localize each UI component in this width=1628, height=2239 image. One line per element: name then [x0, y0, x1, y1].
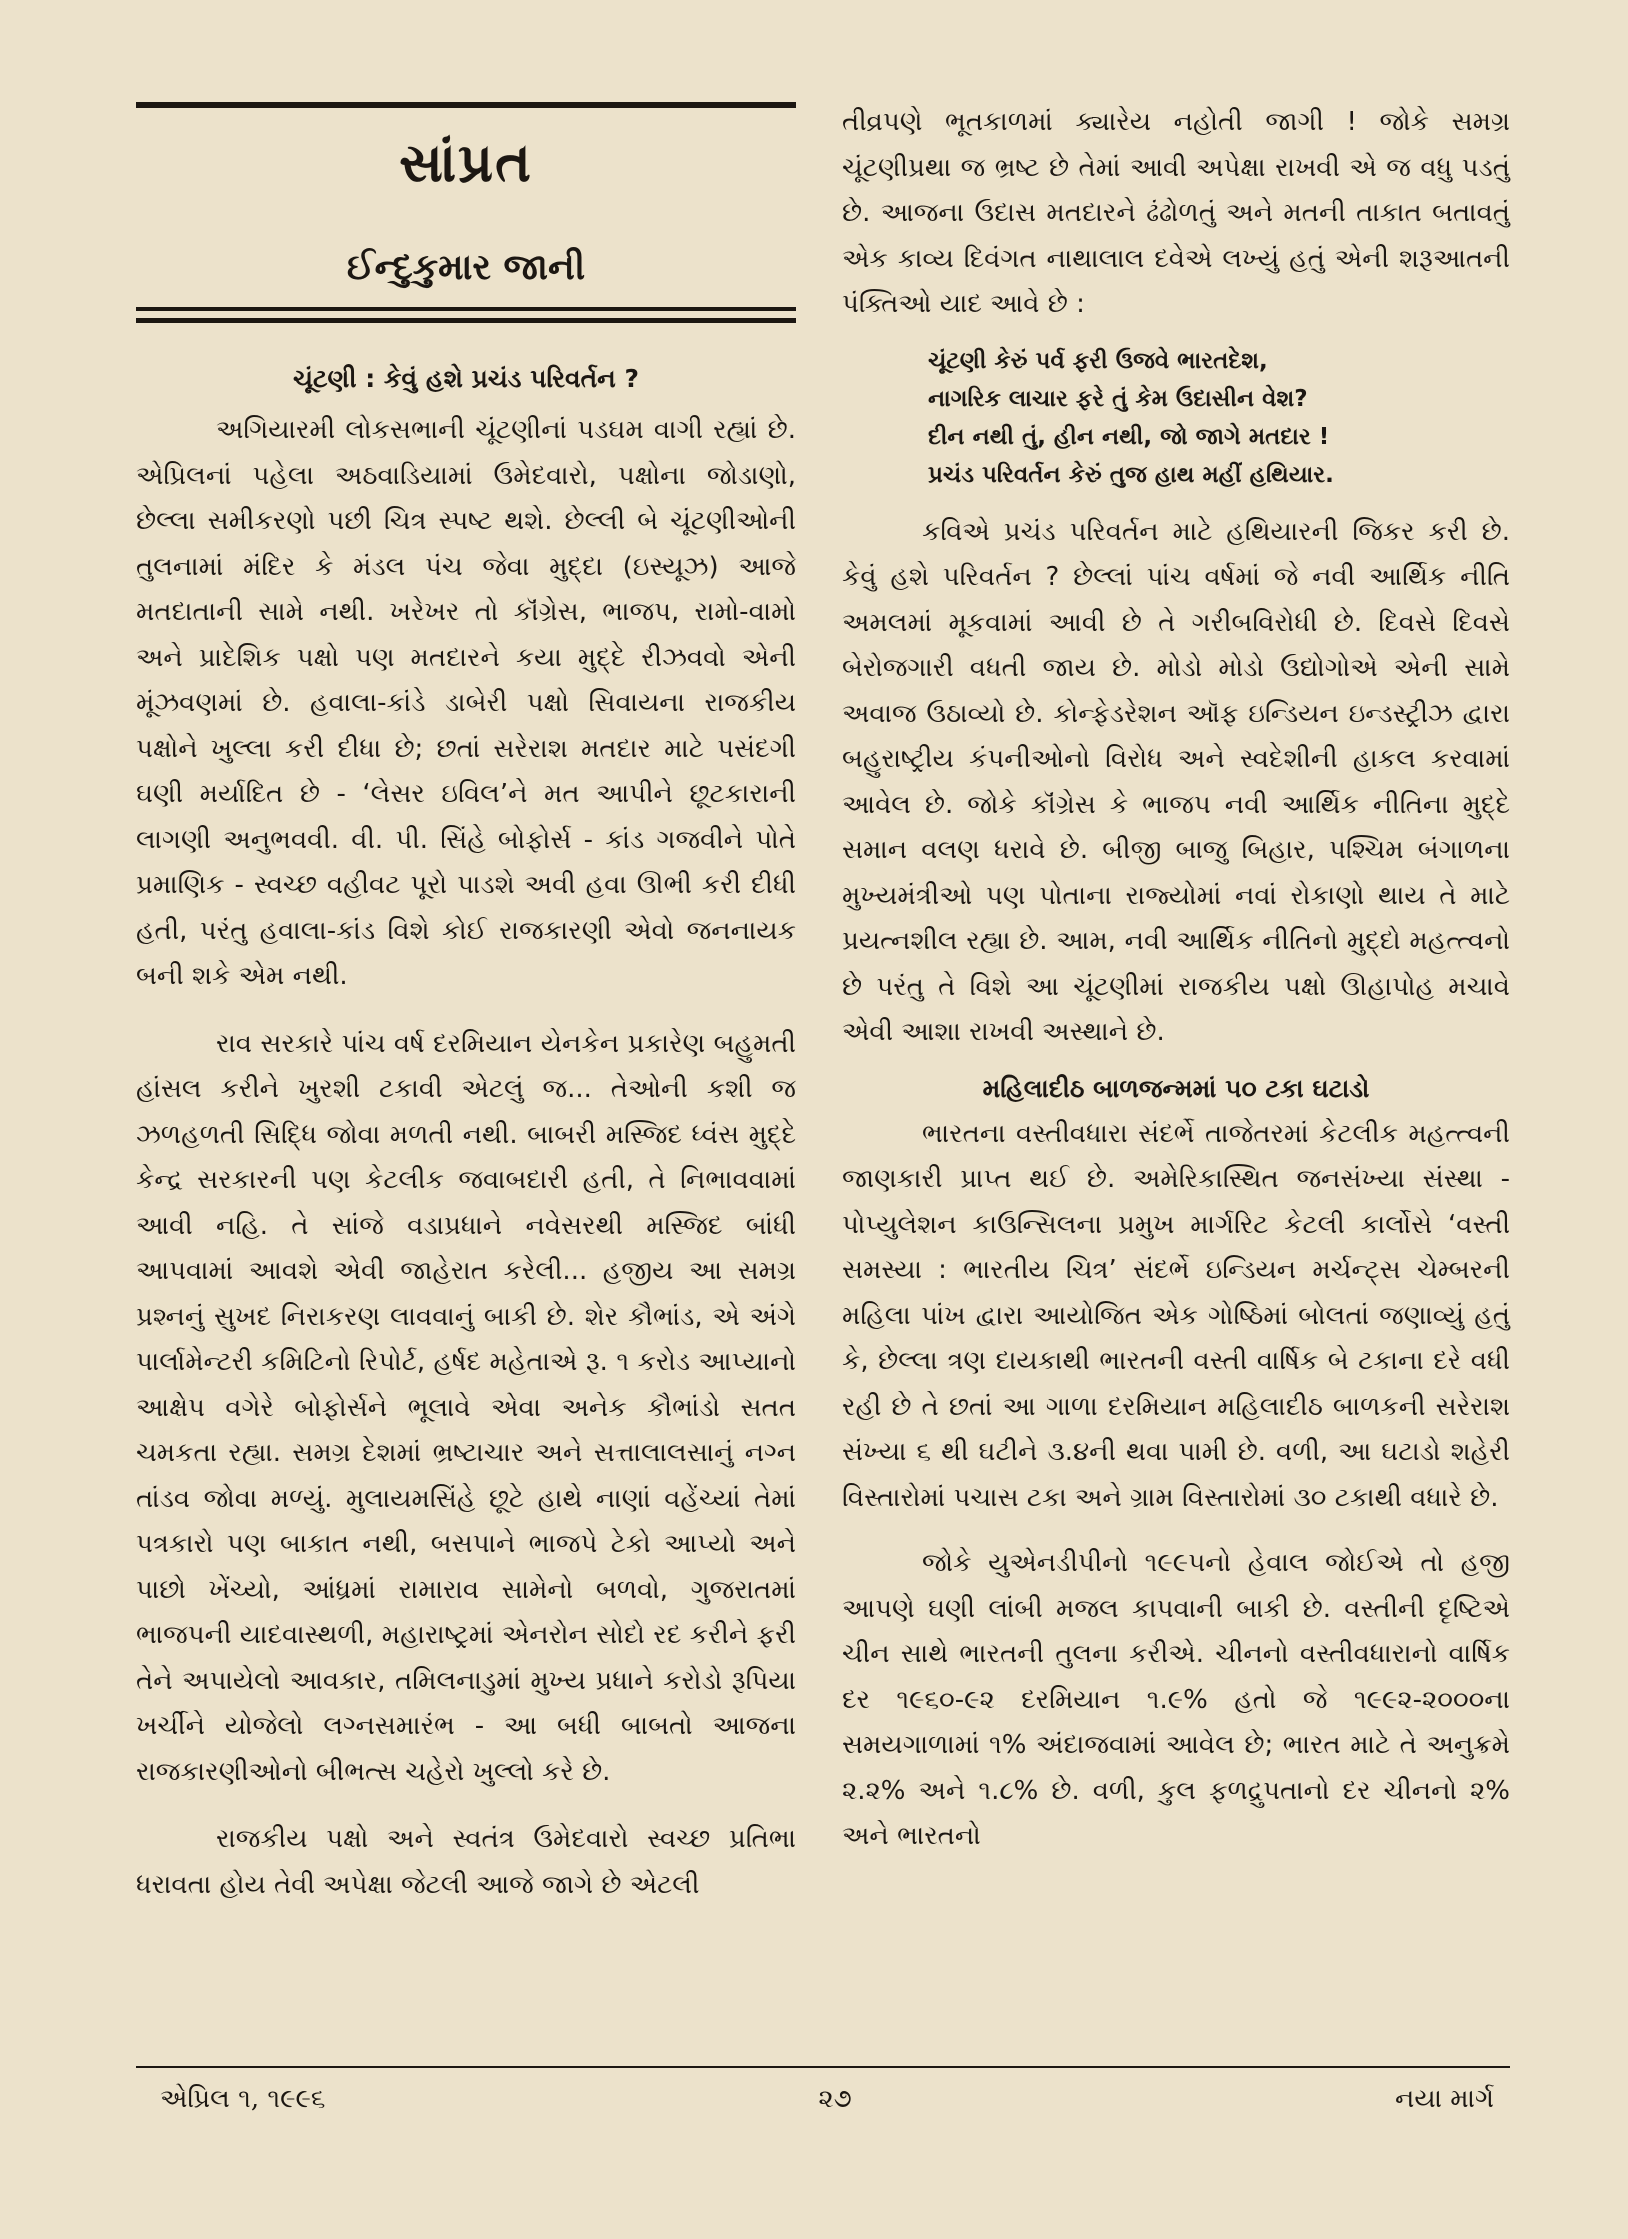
section-heading-birthrate: મહિલાદીઠ બાળજન્મમાં ૫૦ ટકા ઘટાડો: [982, 1073, 1370, 1103]
article-paragraph: રાજકીય પક્ષો અને સ્વતંત્ર ઉમેદવારો સ્વચ્છ પ્રતિભા ધરાવતા હોય તેવી અપેક્ષા જેટલી આજે જાગે છે એટલી: [136, 1824, 796, 1900]
article-paragraph: તીવ્રપણે ભૂતકાળમાં ક્યારેય નહોતી જાગી ! જોકે સમગ્ર ચૂંટણીપ્રથા જ ભ્રષ્ટ છે તેમાં આવી અપેક્ષા રાખવી એ જ વધુ પડતું છે. આજના ઉદાસ મતદારને ઢંઢોળતું અને મતની તાકાત બતાવતું એક કાવ્ય દિવંગત નાથાલાલ દવેએ લખ્યું હતું એની શરૂઆતની પંક્તિઓ યાદ આવે છે :: [842, 107, 1510, 319]
section-heading-election: ચૂંટણી : કેવું હશે પ્રચંડ પરિવર્તન ?: [292, 364, 640, 393]
poem-line: ચૂંટણી કેરું પર્વ ફરી ઉજવે ભારતદેશ,: [928, 347, 1268, 374]
author-rule-bottom: [136, 318, 796, 323]
top-rule: [136, 102, 796, 108]
footer-date: એપ્રિલ ૧, ૧૯૯૬: [160, 2084, 326, 2114]
magazine-name: નયા માર્ગ: [1395, 2084, 1495, 2114]
article-paragraph: ભારતના વસ્તીવધારા સંદર્ભે તાજેતરમાં કેટલીક મહત્ત્વની જાણકારી પ્રાપ્ત થઈ છે. અમેરિકાસ્થિત જનસંખ્યા સંસ્થા - પોપ્યુલેશન કાઉન્સિલના પ્રમુખ માર્ગરિટ કેટલી કાર્લોસે ‘વસ્તી સમસ્યા : ભારતીય ચિત્ર’ સંદર્ભે ઇન્ડિયન મર્ચન્ટ્સ ચેમ્બરની મહિલા પાંખ દ્વારા આયોજિત એક ગોષ્ઠિમાં બોલતાં જણાવ્યું હતું કે, છેલ્લા ત્રણ દાયકાથી ભારતની વસ્તી વાર્ષિક બે ટકાના દરે વધી રહી છે તે છતાં આ ગાળા દરમિયાન મહિલાદીઠ બાળકની સરેરાશ સંખ્યા ૬ થી ઘટીને ૩.૪ની થવા પામી છે. વળી, આ ઘટાડો શહેરી વિસ્તારોમાં પચાસ ટકા અને ગ્રામ વિસ્તારોમાં ૩૦ ટકાથી વધારે છે.: [842, 1118, 1510, 1513]
article-paragraph: કવિએ પ્રચંડ પરિવર્તન માટે હથિયારની જિકર કરી છે. કેવું હશે પરિવર્તન ? છેલ્લાં પાંચ વર્ષમાં જે નવી આર્થિક નીતિ અમલમાં મૂકવામાં આવી છે તે ગરીબવિરોધી છે. દિવસે દિવસે બેરોજગારી વધતી જાય છે. મોડો મોડો ઉદ્યોગોએ એની સામે અવાજ ઉઠાવ્યો છે. કોન્ફેડરેશન ઑફ ઇન્ડિયન ઇન્ડસ્ટ્રીઝ દ્વારા બહુરાષ્ટ્રીય કંપનીઓનો વિરોધ અને સ્વદેશીની હાકલ કરવામાં આવેલ છે. જોકે કૉંગ્રેસ કે ભાજપ નવી આર્થિક નીતિના મુદ્દે સમાન વલણ ધરાવે છે. બીજી બાજુ બિહાર, પશ્ચિમ બંગાળના મુખ્યમંત્રીઓ પણ પોતાના રાજ્યોમાં નવાં રોકાણો થાય તે માટે પ્રયત્નશીલ રહ્યા છે. આમ, નવી આર્થિક નીતિનો મુદ્દો મહત્ત્વનો છે પરંતુ તે વિશે આ ચૂંટણીમાં રાજકીય પક્ષો ઊહાપોહ મચાવે એવી આશા રાખવી અસ્થાને છે.: [842, 516, 1510, 1047]
article-paragraph: રાવ સરકારે પાંચ વર્ષ દરમિયાન યેનકેન પ્રકારેણ બહુમતી હાંસલ કરીને ખુરશી ટકાવી એટલું જ... તેઓની કશી જ ઝળહળતી સિદ્ધિ જોવા મળતી નથી. બાબરી મસ્જિદ ધ્વંસ મુદ્દે કેન્દ્ર સરકારની પણ કેટલીક જવાબદારી હતી, તે નિભાવવામાં આવી નહિ. તે સાંજે વડાપ્રધાને નવેસરથી મસ્જિદ બાંધી આપવામાં આવશે એવી જાહેરાત કરેલી... હજીય આ સમગ્ર પ્રશ્નનું સુખદ નિરાકરણ લાવવાનું બાકી છે. શેર કૌભાંડ, એ અંગે પાર્લામેન્ટરી કમિટિનો રિપોર્ટ, હર્ષદ મહેતાએ રૂ. ૧ કરોડ આપ્યાનો આક્ષેપ વગેરે બોફોર્સને ભૂલાવે એવા અનેક કૌભાંડો સતત ચમકતા રહ્યા. સમગ્ર દેશમાં ભ્રષ્ટાચાર અને સત્તાલાલસાનું નગ્ન તાંડવ જોવા મળ્યું. મુલાયમસિંહે છૂટે હાથે નાણાં વહેંચ્યાં તેમાં પત્રકારો પણ બાકાત નથી, બસપાને ભાજપે ટેકો આપ્યો અને પાછો ખેંચ્યો, આંધ્રમાં રામારાવ સામેનો બળવો, ગુજરાતમાં ભાજપની યાદવાસ્થળી, મહારાષ્ટ્રમાં એનરોન સોદો રદ કરીને ફરી તેને અપાયેલો આવકાર, તમિલનાડુમાં મુખ્ય પ્રધાને કરોડો રૂપિયા ખર્ચીને યોજેલો લગ્નસમારંભ - આ બધી બાબતો આજના રાજકારણીઓનો બીભત્સ ચહેરો ખુલ્લો કરે છે.: [136, 1028, 796, 1787]
poem-line: દીન નથી તું, હીન નથી, જો જાગે મતદાર !: [928, 423, 1330, 450]
poem-line: નાગરિક લાચાર ફરે તું કેમ ઉદાસીન વેશ?: [928, 385, 1308, 412]
poem-block: [928, 342, 1510, 494]
poem-line: પ્રચંડ પરિવર્તન કેરું તુજ હાથ મહીં હથિયાર.: [928, 461, 1334, 488]
left-column: [136, 364, 796, 1908]
column-title: સાંપ્રત: [399, 130, 533, 194]
article-paragraph: જોકે યુએનડીપીનો ૧૯૯૫નો હેવાલ જોઈએ તો હજી આપણે ઘણી લાંબી મજલ કાપવાની બાકી છે. વસ્તીની દૃષ્ટિએ ચીન સાથે ભારતની તુલના કરીએ. ચીનનો વસ્તીવધારાનો વાર્ષિક દર ૧૯૬૦-૯૨ દરમિયાન ૧.૯% હતો જે ૧૯૯૨-૨૦૦૦ના સમયગાળામાં ૧% અંદાજવામાં આવેલ છે; ભારત માટે તે અનુક્રમે ૨.૨% અને ૧.૮% છે. વળી, કુલ ફળદ્રુપતાનો દર ચીનનો ૨% અને ભારતનો: [842, 1548, 1510, 1851]
author-rule-top: [136, 307, 796, 311]
footer-rule: [136, 2066, 1510, 2068]
article-paragraph: અગિયારમી લોકસભાની ચૂંટણીનાં પડઘમ વાગી રહ્યાં છે. એપ્રિલનાં પહેલા અઠવાડિયામાં ઉમેદવારો, પક્ષોના જોડાણો, છેલ્લા સમીકરણો પછી ચિત્ર સ્પષ્ટ થશે. છેલ્લી બે ચૂંટણીઓની તુલનામાં મંદિર કે મંડલ પંચ જેવા મુદ્દા (ઇસ્યૂઝ) આજે મતદાતાની સામે નથી. ખરેખર તો કૉંગ્રેસ, ભાજપ, રામો-વામો અને પ્રાદેશિક પક્ષો પણ મતદારને કયા મુદ્દે રીઝવવો એની મૂંઝવણમાં છે. હવાલા-કાંડે ડાબેરી પક્ષો સિવાયના રાજકીય પક્ષોને ખુલ્લા કરી દીધા છે; છતાં સરેરાશ મતદાર માટે પસંદગી ઘણી મર્યાદિત છે - ‘લેસર ઇવિલ’ને મત આપીને છૂટકારાની લાગણી અનુભવવી. વી. પી. સિંહે બોફોર્સ - કાંડ ગજવીને પોતે પ્રમાણિક - સ્વચ્છ વહીવટ પૂરો પાડશે અવી હવા ઊભી કરી દીધી હતી, પરંતુ હવાલા-કાંડ વિશે કોઈ રાજકારણી એવો જનનાયક બની શકે એમ નથી.: [136, 415, 796, 991]
page-number: ૨૭: [818, 2084, 852, 2114]
column-author: ઈન્દુકુમાર જાની: [346, 246, 586, 288]
right-column: [842, 100, 1510, 1860]
